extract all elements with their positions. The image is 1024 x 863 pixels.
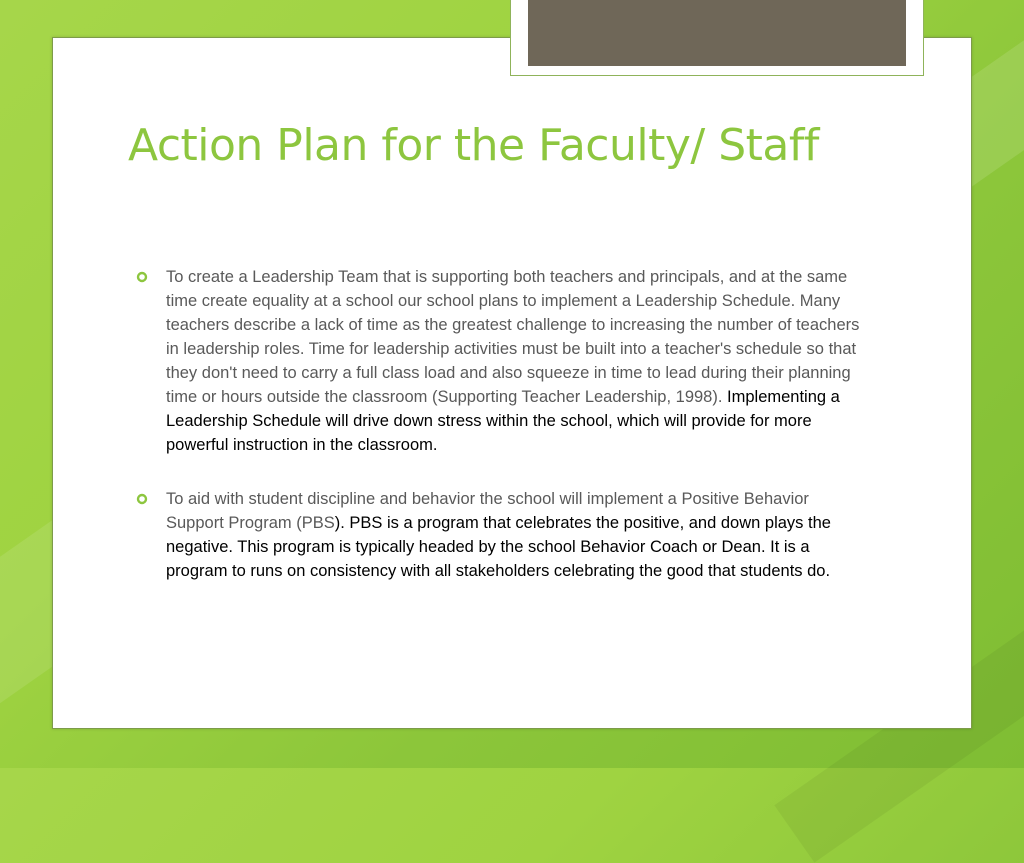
header-tab [510, 0, 924, 76]
bullet-list [128, 265, 870, 583]
bullet-circle-icon [136, 493, 148, 505]
bullet-text-grey: To create a Leadership Team that is supporting both teachers and principals, and at the same time create equality at a school our school plans to implement a Leadership Schedule. Many teachers describe a lack of time as the greatest challenge to increasing the number of teachers in leadership roles. Time for leadership activities must be built into a teacher's schedule so that they don't need to carry a full class load and also squeeze in time to lead during their planning time or hours outside the classroom (Supporting Teacher Leadership, 1998). [166, 268, 860, 406]
bullet-text-dark: Implementing a Leadership Schedule will drive down stress within the school, which will provide for more powerful instruction in the classroom. [166, 388, 840, 454]
bullet-text-grey: To aid with student discipline and behavior the school will implement a Positive Behavior Support Program (PBS [166, 490, 809, 532]
header-tab-fill [528, 0, 906, 66]
bullet-circle-icon [136, 271, 148, 283]
slide-title: Action Plan for the Faculty/ Staff [128, 120, 819, 171]
bullet-item [128, 487, 870, 583]
bullet-item [128, 265, 870, 457]
bullet-text-dark: ). PBS is a program that celebrates the positive, and down plays the negative. This program is typically headed by the school Behavior Coach or Dean. It is a program to runs on consistency with all stakeholders celebrating the good that students do. [166, 514, 831, 580]
